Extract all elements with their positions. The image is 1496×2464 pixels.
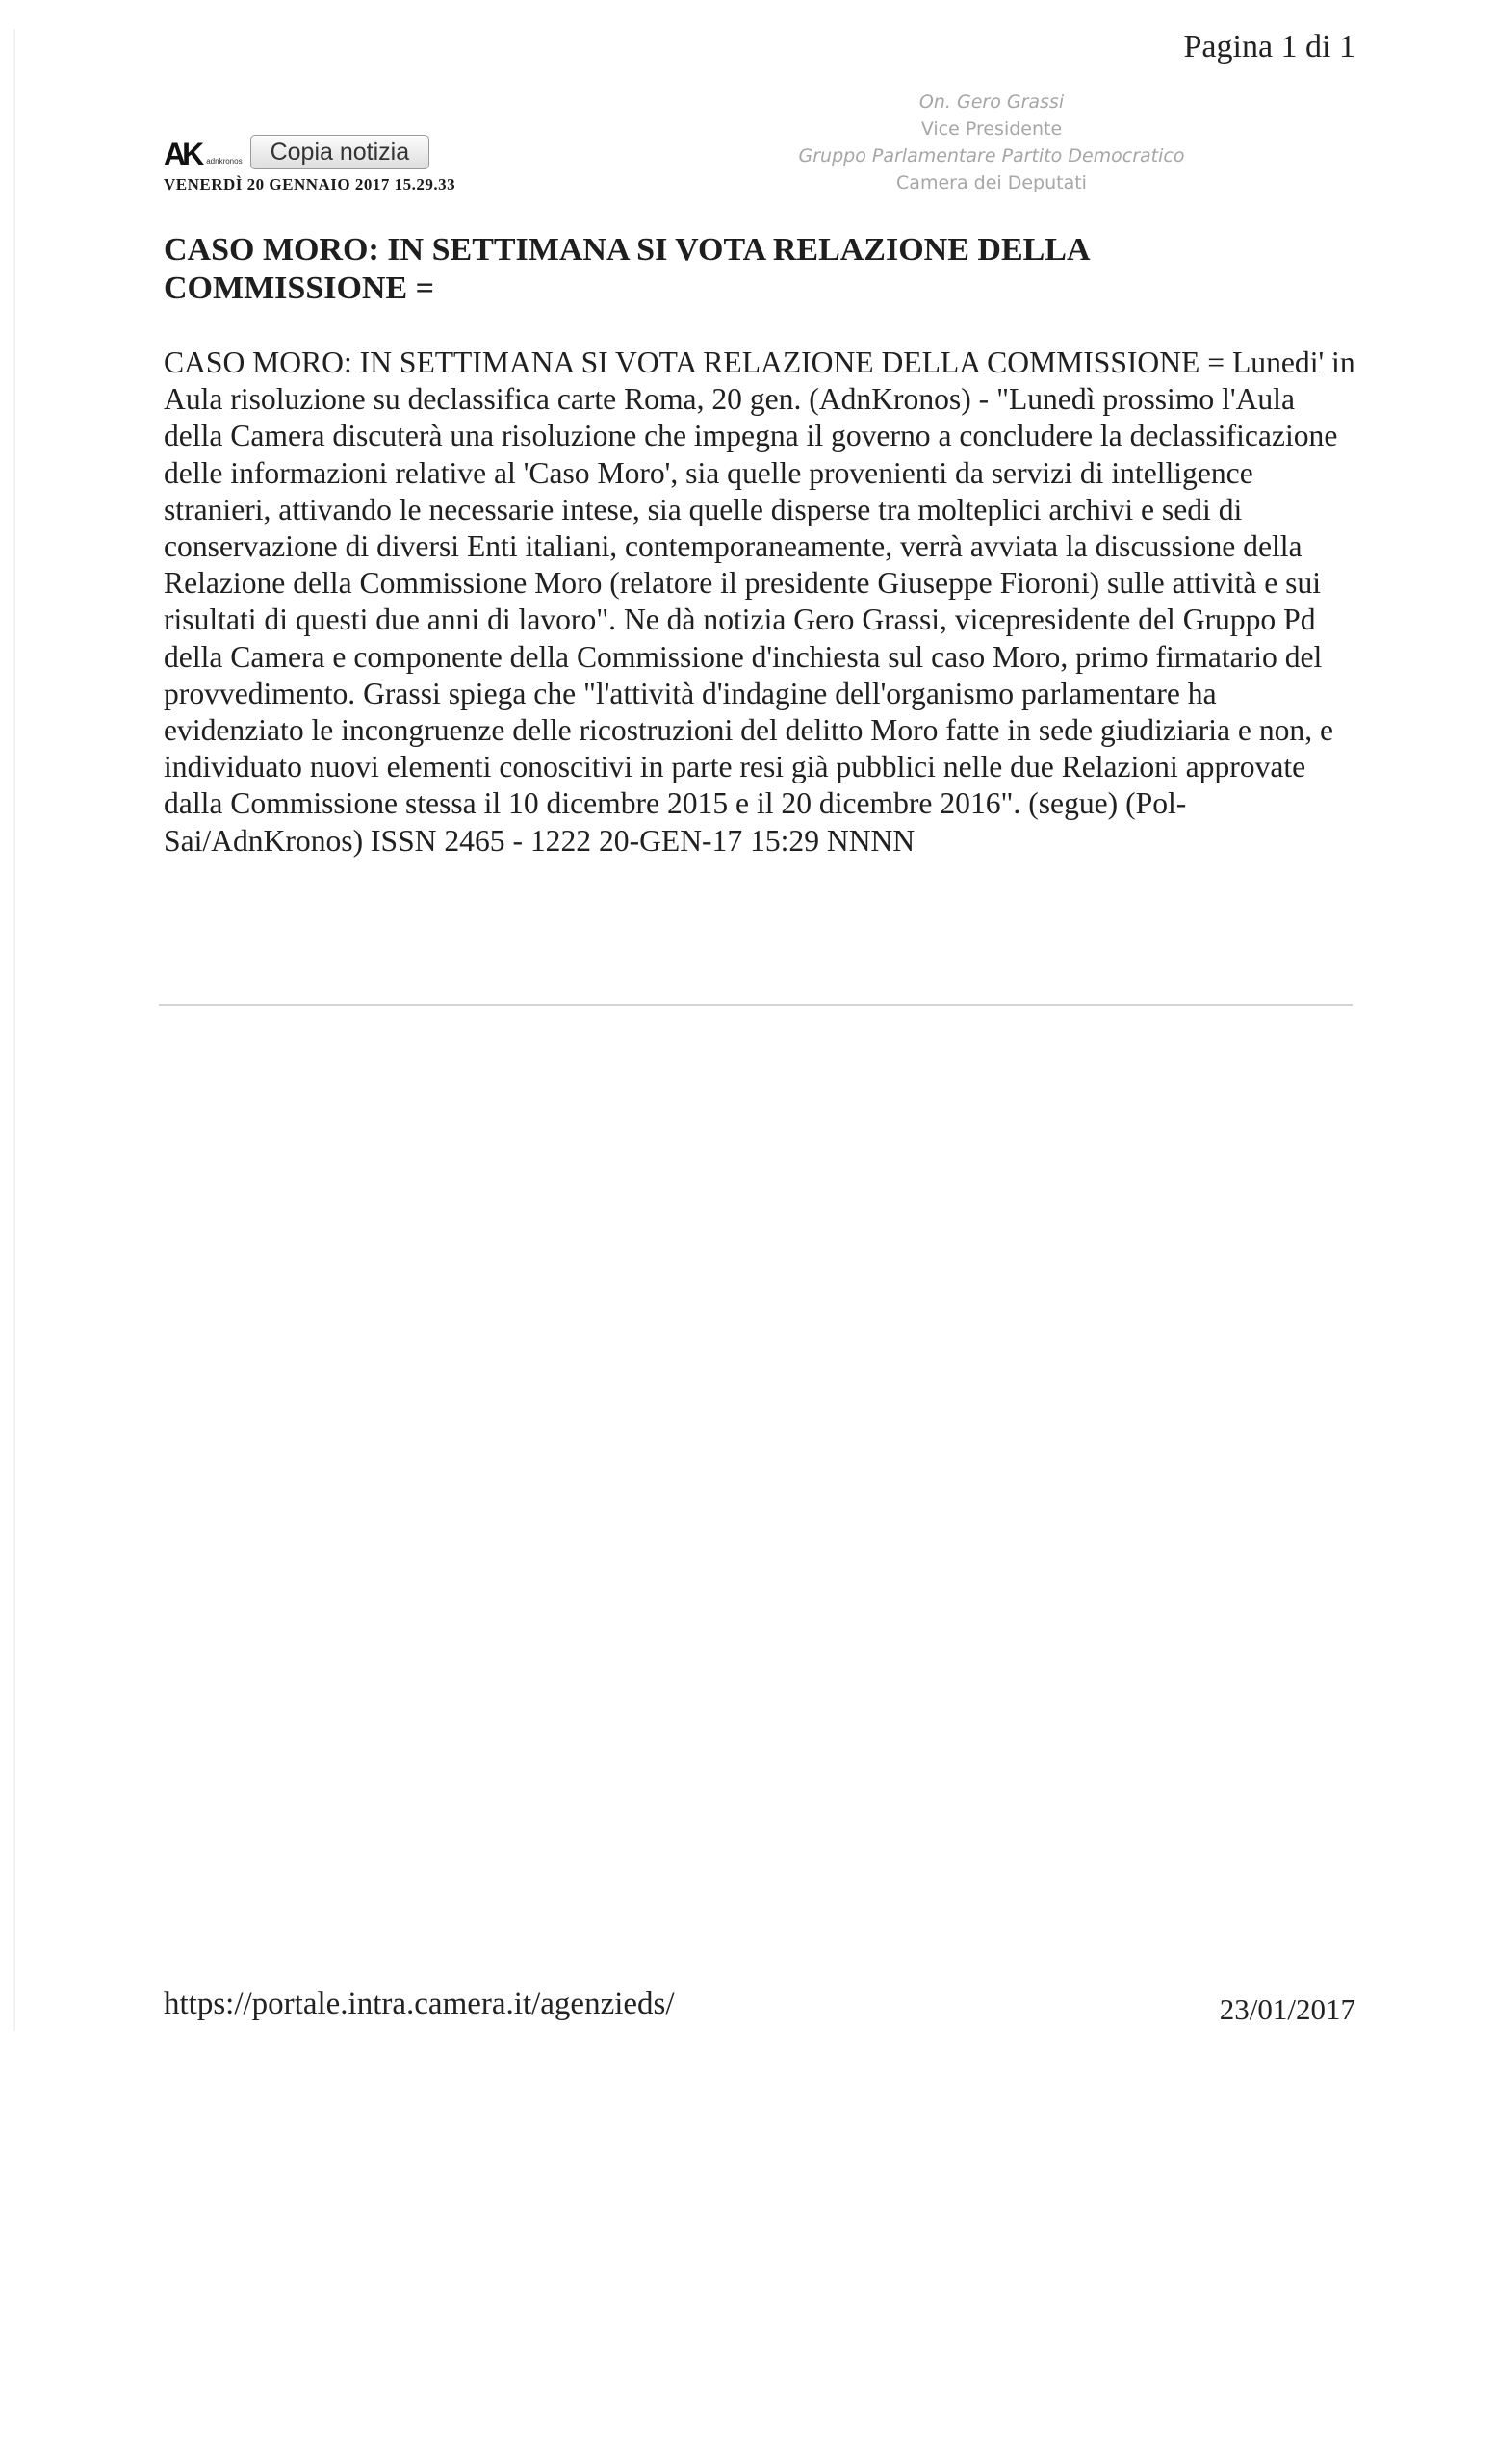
adnkronos-logo-mark: AK	[164, 137, 201, 171]
adnkronos-logo-text: adnkronos	[206, 157, 243, 166]
deputy-stamp	[741, 89, 1242, 196]
footer-url: https://portale.intra.camera.it/agenzieds/	[164, 1987, 675, 2021]
stamp-role: Vice Presidente	[920, 118, 1063, 140]
stamp-group: Gruppo Parlamentare Partito Democratico	[798, 145, 1185, 167]
article-body: CASO MORO: IN SETTIMANA SI VOTA RELAZIONE DELLA COMMISSIONE = Lunedi' in Aula risoluzione su declassifica carte Roma, 20 gen. (AdnKronos) - "Lunedì prossimo l'Aula della Camera discuterà una risoluzione che impegna il governo a concludere la declassificazione delle informazioni relative al 'Caso Moro', sia quelle provenienti da servizi di intelligence stranieri, attivando le necessarie intese, sia quelle disperse tra molteplici archivi e sedi di conservazione di diversi Enti italiani, contemporaneamente, verrà avviata la discussione della Relazione della Commissione Moro (relatore il presidente Giuseppe Fioroni) sulle attività e sui risultati di questi due anni di lavoro". Ne dà notizia Gero Grassi, vicepresidente del Gruppo Pd della Camera e componente della Commissione d'inchiesta sul caso Moro, primo firmatario del provvedimento. Grassi spiega che "l'attività d'indagine dell'organismo parlamentare ha evidenziato le incongruenze delle ricostruzioni del delitto Moro fatte in sede giudiziaria e non, e individuato nuovi elementi conoscitivi in parte resi già pubblici nelle due Relazioni approvate dalla Commissione stessa il 10 dicembre 2015 e il 20 dicembre 2016". (segue) (Pol-Sai/AdnKronos) ISSN 2465 - 1222 20-GEN-17 15:29 NNNN	[164, 346, 1355, 858]
stamp-chamber: Camera dei Deputati	[896, 172, 1087, 193]
stamp-name: On. Gero Grassi	[918, 91, 1065, 113]
agency-datetime: VENERDÌ 20 GENNAIO 2017 15.29.33	[164, 175, 456, 193]
footer-date: 23/01/2017	[1219, 1992, 1355, 2026]
copy-news-button[interactable]: Copia notizia	[250, 135, 430, 169]
scan-edge-shadow	[13, 29, 15, 2031]
agency-header	[164, 133, 429, 171]
adnkronos-logo	[164, 136, 243, 171]
page-count: Pagina 1 di 1	[1183, 29, 1355, 64]
article-headline: CASO MORO: IN SETTIMANA SI VOTA RELAZIONE DELLA COMMISSIONE =	[164, 232, 1089, 306]
divider	[159, 1004, 1353, 1006]
